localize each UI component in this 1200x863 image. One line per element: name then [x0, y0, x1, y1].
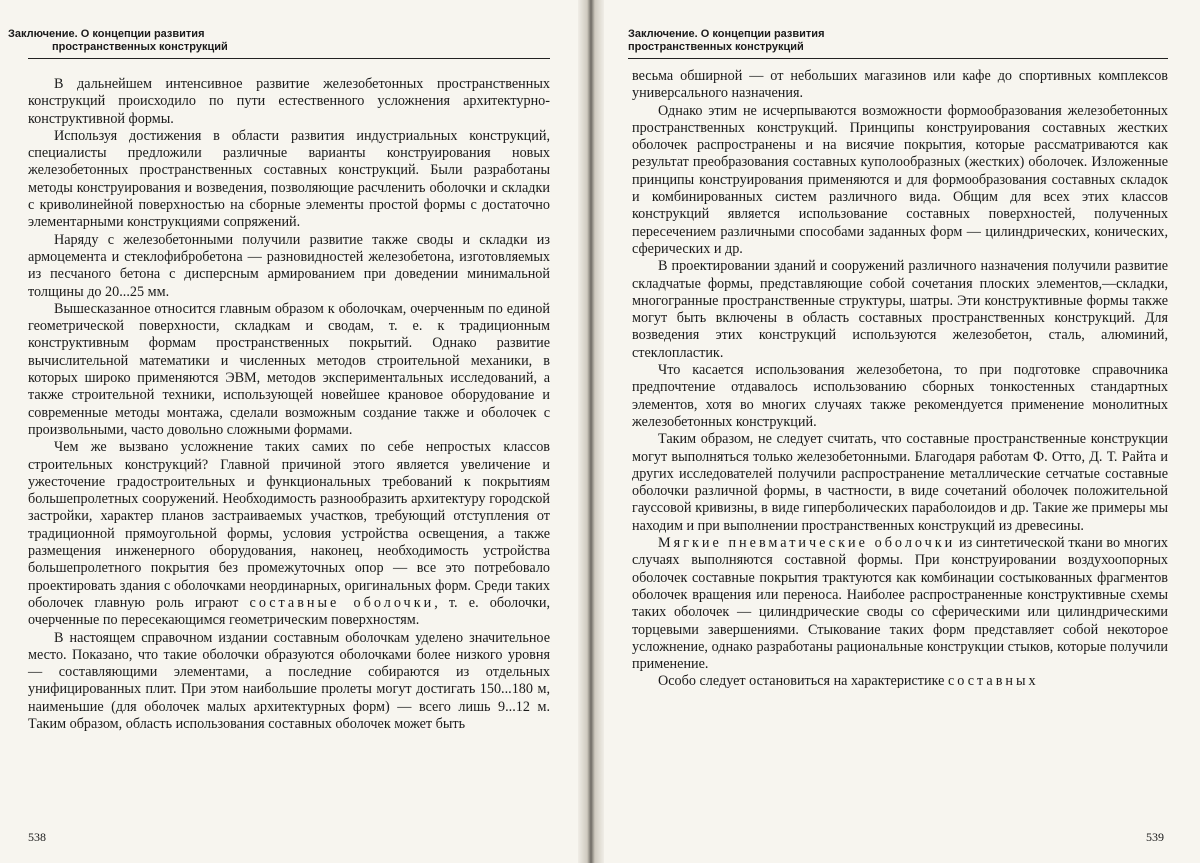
left-header-rule: [28, 58, 550, 59]
left-running-head: [8, 28, 548, 54]
right-paragraph-2: В проектировании зданий и сооружений различного назначения получили развитие складчатые формы, представляющие собой сочетания плоских элементов,—складки, многогранные пространственные структуры, шатры. Эти конструктивные формы также могут быть включены в область составных пространственных конструкций. Для возведения этих конструкций используются железобетон, сталь, алюминий, стеклопластик.: [632, 258, 1168, 361]
right-paragraph-3: Что касается использования железобетона, то при подготовке справочника предпочтение отдавалось использованию сборных тонкостенных стандартных элементов, хотя во многих случаях также рекомендуется применение монолитных железобетонных конструкций.: [632, 362, 1168, 430]
right-paragraph-5: [632, 535, 1168, 673]
left-running-head-line2: пространственных конструкций: [52, 41, 228, 53]
right-running-head-line1: Заключение. О концепции развития: [628, 28, 825, 40]
right-paragraph-4: Таким образом, не следует считать, что составные пространственные конструкции могут выполняться только железобетонными. Благодаря работам Ф. Отто, Д. Т. Райта и других исследователей получили распространение металлические сетчатые составные оболочки различной формы, в частности, в виде сочетаний оболочек положительной гауссовой кривизны, в виде гиперболических параболоидов и др. Такие же примеры мы находим и при выполнении пространственных конструкций из древесины.: [632, 431, 1168, 534]
left-running-head-line1: Заключение. О концепции развития: [8, 28, 205, 40]
right-paragraph-1: Однако этим не исчерпываются возможности формообразования железобетонных пространственных конструкций. Принципы конструирования составных жестких оболочек распространены и на висячие покрытия, которые рассматриваются как результат преобразования составных куполообразных (жестких) оболочек. Изложенные принципы конструирования применяются и для формообразования составных складок и комбинированных систем различного вида. Общим для всех этих классов конструкций является использование составных поверхностей, полученных пересечением различными способами заданных форм — цилиндрических, конических, сферических и др.: [632, 102, 1168, 257]
left-paragraph-4: Вышесказанное относится главным образом к оболочкам, очерченным по единой геометрической поверхности, складкам и сводам, т. е. к традиционным конструктивным формам пространственных покрытий. Однако развитие вычислительной математики и численных методов строительной механики, в которых широко применяются ЭВМ, методов экспериментальных исследований, а также строительной техники, использующей новейшее крановое оборудование и современные методы монтажа, сделали возможным создание также и оболочек с произвольными, часто довольно сложными формами.: [28, 300, 550, 438]
right-header-rule: [628, 58, 1168, 59]
right-paragraph-5-text: из синтетической ткани во многих случаях выполняются составной формы. При конструировании воздухоопорных оболочек составные покрытия трактуются как комбинации состыкованных фрагментов оболочек вращения или переноса. Наиболее распространенные конструктивные схемы таких оболочек — цилиндрические своды со сферическими или цилиндрическими торцевыми завершениями. Стыкование таких форм представляет собой некоторое усложнение, однако разработаны рациональные конструкции стыков, которые получили применение.: [632, 535, 1169, 673]
spaced-term-composite-shells: составные оболочки: [249, 594, 435, 611]
spaced-term-composite: составных: [947, 673, 1039, 690]
left-page: [0, 0, 578, 863]
left-paragraph-5-text: Чем же вызвано усложнение таких самих по себе непростых классов строительных конструкций? Главной причиной этого является увеличение и ужесточение градостроительных и функциональных требований к покрытиям большепролетных сооружений. Необходимость разнообразить архитектуру городской застройки, характер планов застраиваемых участков, требующий отступления от традиционной прямоугольной формы, условия устройства освещения, а также размещения инженерного оборудования, наконец, необходимость устройства большепролетного покрытия без промежуточных опор — все это потребовало проектировать здания с оболочками неординарных, оригинальных форм. Среди таких оболочек главную роль играют: [28, 439, 550, 611]
left-paragraph-6: В настоящем справочном издании составным оболочкам уделено значительное место. Показано, что такие оболочки образуются оболочками более низкого уровня — составляющими элементами, а последние собираются из отдельных унифицированных плит. При этом наибольшие пролеты могут достигать 150...180 м, наименьшие (для оболочек малых архитектурных форм) — всего лишь 9...12 м. Таким образом, область использования составных оболочек может быть: [28, 629, 550, 732]
right-body-text: [632, 68, 1168, 691]
left-body-text: [28, 76, 550, 733]
right-running-head-line2: пространственных конструкций: [628, 41, 804, 53]
right-running-head: [628, 28, 1168, 54]
left-paragraph-5-end: , т. е. оболочки, очерченные по пересекающимся геометрическим поверхностям.: [28, 594, 551, 629]
right-page: [604, 0, 1200, 863]
left-paragraph-1: В дальнейшем интенсивное развитие железобетонных пространственных конструкций происходило по пути естественного усложнения архитектурно-конструктивной формы.: [28, 76, 550, 127]
right-page-number: 539: [1146, 830, 1164, 844]
right-paragraph-6: [632, 673, 1168, 690]
left-page-number: 538: [28, 830, 46, 844]
right-paragraph-6-text: Особо следует остановиться на характеристике: [658, 673, 948, 690]
book-gutter: [578, 0, 604, 863]
left-paragraph-2: Используя достижения в области развития индустриальных конструкций, специалисты предложили различные варианты конструирования новых железобетонных пространственных составных конструкций. Были разработаны методы конструирования и возведения, позволяющие расчленить оболочки и складки с криволинейной поверхностью на сборные элементы простой формы с достаточно элементарными конструкциями сопряжений.: [28, 127, 550, 231]
left-paragraph-5: [28, 439, 550, 629]
right-continuation: весьма обширной — от небольших магазинов или кафе до спортивных комплексов универсального назначения.: [632, 68, 1168, 102]
left-paragraph-3: Наряду с железобетонными получили развитие также своды и складки из армоцемента и стеклофибробетона — разновидностей железобетона, изготовляемых из песчаного бетона с дисперсным армированием при доведении минимальной толщины до 20...25 мм.: [28, 231, 550, 300]
spaced-term-soft-shells: Мягкие пневматические оболочки: [658, 535, 956, 552]
